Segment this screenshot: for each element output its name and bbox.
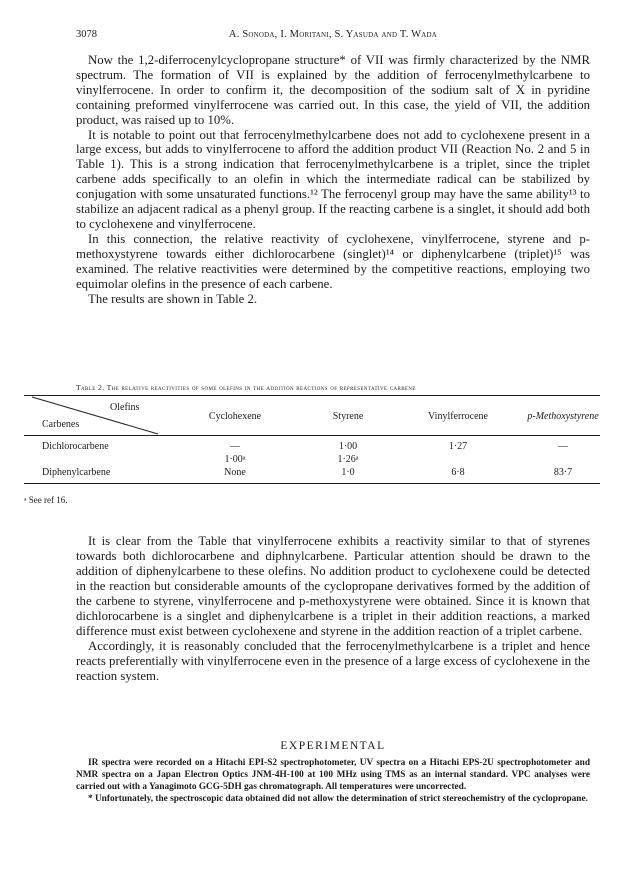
paragraph: It is notable to point out that ferrocenylmethylcarbene does not add to cyclohexene present in a large excess, but adds to vinylferrocene to afford the addition product VII (Reaction No. 2 and 5 in Table 1). This is a strong indication that ferrocenylmethylcarbene is a triplet, since the triplet carbene adds specifically to an olefin in which the intermediate radical can be stabilized by conjugation with some unsaturated functions.¹² The ferrocenyl group may have the same ability¹³ to stabilize an adjacent radical as a phenyl group. If the reacting carbene is a singlet, it should add both to cyclohexene and vinylferrocene.: [76, 127, 590, 231]
column-header: Styrene: [332, 411, 364, 422]
paragraph: Now the 1,2-diferrocenylcyclopropane structure* of VII was firmly characterized by the NMR spectrum. The formation of VII is explained by the addition of ferrocenylmethylcarbene to vinylferrocene. In order to confirm it, the decomposition of the sodium salt of X in pyridine containing preformed vinylferrocene was carried out. In this case, the yield of VII, the addition product, was raised up to 10%.: [76, 53, 590, 127]
corner-label-carbenes: Carbenes: [42, 419, 80, 430]
paragraph: IR spectra were recorded on a Hitachi EPI-S2 spectrophotometer, UV spectra on a Hitachi EPS-2U spectrophotometer and NMR spectra on a Japan Electron Optics JNM-4H-100 at 100 MHz using TMS as an internal standard. VPC analyses were carried out with a Yanagimoto GCG-5DH gas chromatograph. All temperatures were uncorrected.: [76, 758, 590, 792]
row-label: Diphenylcarbene: [42, 467, 111, 478]
table-cell: None: [224, 467, 246, 478]
table-caption: Table 2. The relative reactivities of some olefins in the addition reactions of representative carbene: [76, 383, 416, 392]
table-footnote: ᵃ See ref 16.: [24, 495, 68, 505]
corner-label-olefins: Olefins: [110, 402, 140, 413]
paragraph: It is clear from the Table that vinylferrocene exhibits a reactivity similar to that of styrenes towards both dichlorocarbene and diphnylcarbene. Particular attention should be drawn to the addition of diphenylcarbene to these olefins. No addition product to cyclohexene could be detected in the reaction but considerable amounts of the cyclopropane derivatives formed by the addition of the carbene to styrene, vinylferrocene and p-methoxystyrene were obtained. Since it is known that dichlorocarbene is a singlet and diphenylcarbene is a triplet in their addition reactions, a marked difference must exist between cyclohexene and styrene in the addition reaction of a triplet carbene.: [76, 534, 590, 638]
row-label: Dichlorocarbene: [42, 441, 109, 452]
table-cell: 83·7: [553, 467, 573, 478]
running-head: A. Sonoda, I. Moritani, S. Yasuda and T. Wada: [228, 29, 438, 40]
table-cell: 1·27: [448, 441, 468, 452]
table-cell: —: [230, 441, 240, 452]
paragraph: In this connection, the relative reactivity of cyclohexene, vinylferrocene, styrene and p-methoxystyrene towards either dichlorocarbene (singlet)¹⁴ or diphenylcarbene (triplet)¹⁵ was examined. The relative reactivities were determined by the competitive reactions, employing two equimolar olefins in the presence of each carbene.: [76, 231, 590, 291]
table-cell: 1·0: [341, 467, 355, 478]
column-header: p-Methoxystyrene: [527, 411, 599, 422]
experimental-text: [76, 757, 590, 805]
table-header-rule: [24, 435, 600, 436]
paragraph: Accordingly, it is reasonably concluded that the ferrocenylmethylcarbene is a triplet and hence reacts preferentially with vinylferrocene even in the presence of a large excess of cyclohexene in the reaction system.: [76, 638, 590, 683]
body-text-top: [76, 53, 590, 306]
page-number: 3078: [76, 29, 97, 40]
table-cell: 1·26ᵃ: [337, 454, 359, 465]
table-bottom-rule: [24, 483, 600, 484]
body-text-bottom: [76, 534, 590, 684]
table-cell: 1·00: [338, 441, 358, 452]
table-cell: —: [558, 441, 568, 452]
column-header: Vinylferrocene: [428, 411, 488, 422]
table-cell: 6·8: [451, 467, 465, 478]
table-cell: 1·00ᵃ: [224, 454, 246, 465]
footnote: * Unfortunately, the spectroscopic data obtained did not allow the determination of strict stereochemistry of the cyclopropane.: [88, 794, 588, 804]
reactivity-table: [24, 395, 600, 485]
section-heading: EXPERIMENTAL: [280, 740, 386, 752]
page-header: [76, 29, 590, 43]
column-header: Cyclohexene: [208, 411, 262, 422]
paragraph: The results are shown in Table 2.: [88, 291, 258, 306]
